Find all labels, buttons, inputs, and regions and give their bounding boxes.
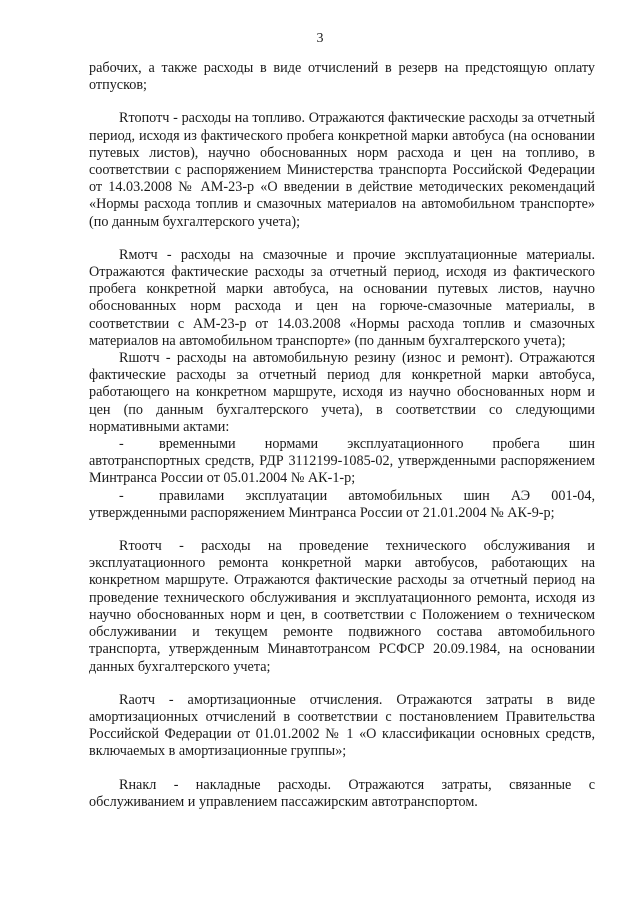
paragraph-tire-costs: Rшотч - расходы на автомобильную резину (износ и ремонт). Отражаются фактические расходы за отчетный период для конкретной марки автобуса, работающего на конкретном маршруте, исходя из научно обоснованных норм и цен (по данным бухгалтерского учета), в соответствии со следующими нормативными актами: (89, 350, 595, 435)
page-number: 3 (316, 31, 324, 46)
paragraph-labor-reserve: рабочих, а также расходы в виде отчислений в резерв на предстоящую оплату отпусков; (89, 60, 595, 94)
paragraph-overhead-costs: Rнакл - накладные расходы. Отражаются затраты, связанные с обслуживанием и управлением пассажирским автотранспортом. (89, 776, 595, 810)
list-item-tire-norms (89, 436, 595, 488)
list-item-text: правилами эксплуатации автомобильных шин АЭ 001-04, утвержденными распоряжением Минтранса России от 21.01.2004 № АК-9-р; (89, 487, 595, 521)
list-item-tire-rules (89, 488, 595, 522)
list-dash: - (119, 436, 124, 453)
paragraph-depreciation: Rаотч - амортизационные отчисления. Отражаются затраты в виде амортизационных отчислений в соответствии с постановлением Правительства Российской Федерации от 01.01.2002 № 1 «О классификации основных средств, включаемых в амортизационные группы»; (89, 691, 595, 760)
paragraph-lubricant-costs: Rмотч - расходы на смазочные и прочие эксплуатационные материалы. Отражаются фактические расходы за отчетный период, исходя из фактического пробега конкретной марки автобуса, на основании путевых листов, научно обоснованных норм расхода и цен на горюче-смазочные материалы, в соответствии с АМ-23-р от 14.03.2008 «Нормы расхода топлив и смазочных материалов на автомобильном транспорте» (по данным бухгалтерского учета); (89, 246, 595, 349)
list-dash: - (119, 487, 124, 504)
list-item-text: временными нормами эксплуатационного пробега шин автотранспортных средств, РДР 3112199-1085-02, утвержденными распоряжением Минтранса России от 05.01.2004 № АК-1-р; (89, 436, 595, 487)
paragraph-maintenance-costs: Rтоотч - расходы на проведение технического обслуживания и эксплуатационного ремонта конкретной марки автобусов, работающих на конкретном маршруте. Отражаются фактические расходы за отчетный период на проведение технического обслуживания и эксплуатационного ремонта, исходя из научно обоснованных норм и цен, в соответствии с Положением о техническом обслуживании и текущем ремонте подвижного состава автомобильного транспорта, утвержденным Минавтотрансом РСФСР 20.09.1984, на основании данных бухгалтерского учета; (89, 538, 595, 675)
document-body (89, 60, 595, 811)
paragraph-fuel-costs: Rтопотч - расходы на топливо. Отражаются фактические расходы за отчетный период, исходя из фактического пробега конкретной марки автобуса (на основании путевых листов), научно обоснованных норм расхода и цен на топливо, в соответствии с распоряжением Министерства транспорта Российской Федерации от 14.03.2008 № АМ-23-р «О введении в действие методических рекомендаций «Нормы расхода топлив и смазочных материалов на автомобильном транспорте» (по данным бухгалтерского учета); (89, 110, 595, 230)
